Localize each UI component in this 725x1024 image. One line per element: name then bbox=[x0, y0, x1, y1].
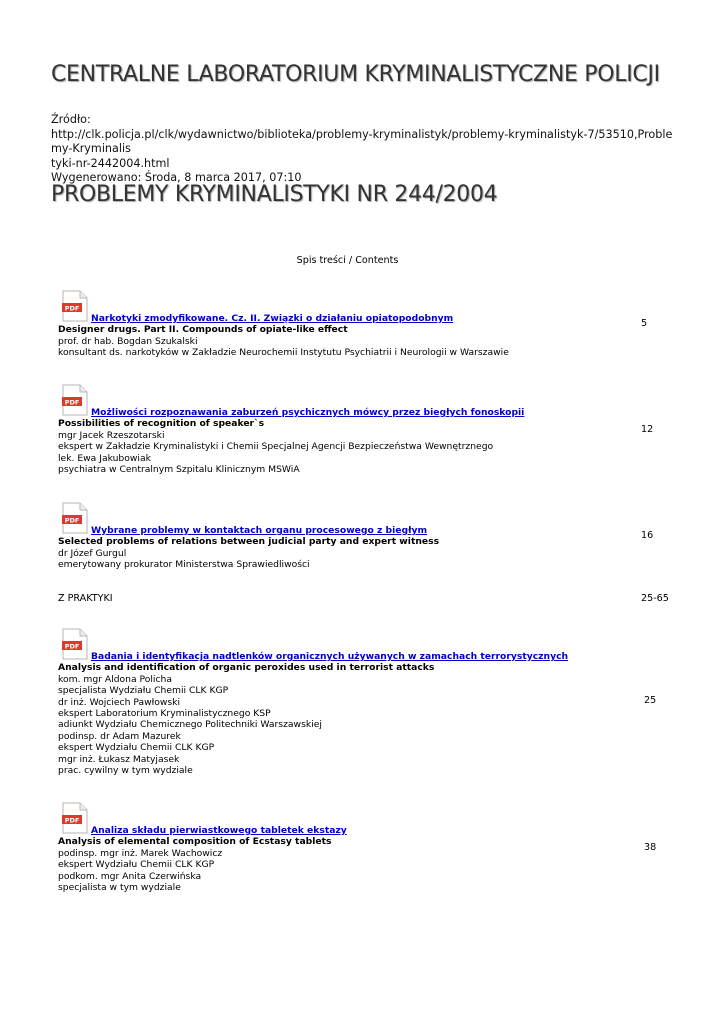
author-line: ekspert Wydziału Chemii CLK KGP bbox=[58, 742, 215, 754]
pdf-file-icon[interactable] bbox=[62, 290, 88, 322]
toc-entry bbox=[58, 628, 678, 776]
article-link[interactable]: Badania i identyfikacja nadtlenków organicznych używanych w zamachach terrorystycznych bbox=[91, 651, 569, 662]
article-link[interactable]: Narkotyki zmodyfikowane. Cz. II. Związki o działaniu opiatopodobnym bbox=[91, 313, 454, 324]
section-pages: 25-65 bbox=[641, 593, 669, 604]
source-label: Źródło: bbox=[51, 113, 91, 126]
author-line: podkom. mgr Anita Czerwińska bbox=[58, 870, 202, 882]
author-line: psychiatra w Centralnym Szpitalu Klinicznym MSWiA bbox=[58, 464, 300, 476]
source-url-line1[interactable]: http://clk.policja.pl/clk/wydawnictwo/biblioteka/problemy-kryminalistyk/problemy-kryminalistyk-7/53510,Problemy-Kryminalis bbox=[51, 127, 673, 156]
svg-text:PDF: PDF bbox=[64, 516, 80, 525]
svg-text:PDF: PDF bbox=[64, 304, 80, 313]
author-line: dr Józef Gurgul bbox=[58, 547, 127, 559]
author-line: lek. Ewa Jakubowiak bbox=[58, 452, 151, 464]
page-number: 38 bbox=[644, 842, 657, 853]
section-label: Z PRAKTYKI bbox=[58, 593, 113, 604]
author-line: mgr Jacek Rzeszotarski bbox=[58, 429, 165, 441]
author-line: prac. cywilny w tym wydziale bbox=[58, 765, 193, 777]
page-title: CENTRALNE LABORATORIUM KRYMINALISTYCZNE POLICJI bbox=[51, 62, 660, 87]
author-line: kom. mgr Aldona Policha bbox=[58, 673, 172, 685]
pdf-file-icon[interactable] bbox=[62, 628, 88, 660]
article-title-en: Analysis and identification of organic peroxides used in terrorist attacks bbox=[58, 662, 435, 674]
author-line: dr inż. Wojciech Pawłowski bbox=[58, 696, 181, 708]
source-url-line2[interactable]: tyki-nr-2442004.html bbox=[51, 156, 170, 170]
toc-heading: Spis treści / Contents bbox=[296, 255, 399, 266]
author-line: prof. dr hab. Bogdan Szukalski bbox=[58, 335, 198, 347]
author-line: konsultant ds. narkotyków w Zakładzie Neurochemii Instytutu Psychiatrii i Neurologii w Warszawie bbox=[58, 347, 509, 359]
article-link[interactable]: Analiza składu pierwiastkowego tabletek ekstazy bbox=[91, 825, 347, 836]
page-number: 5 bbox=[641, 318, 648, 329]
author-line: specjalista Wydziału Chemii CLK KGP bbox=[58, 685, 229, 697]
toc-entry bbox=[58, 290, 678, 359]
author-line: mgr inż. Łukasz Matyjasek bbox=[58, 753, 180, 765]
toc-entry bbox=[58, 802, 678, 893]
source-info bbox=[51, 113, 681, 186]
pdf-file-icon[interactable] bbox=[62, 384, 88, 416]
toc-entry bbox=[58, 502, 678, 571]
page-number: 25 bbox=[644, 695, 657, 706]
generated-timestamp: Wygenerowano: Środa, 8 marca 2017, 07:10 bbox=[51, 171, 302, 185]
author-line: podinsp. dr Adam Mazurek bbox=[58, 730, 181, 742]
article-title-en: Selected problems of relations between judicial party and expert witness bbox=[58, 536, 440, 548]
author-line: ekspert Laboratorium Kryminalistycznego KSP bbox=[58, 708, 271, 720]
svg-text:PDF: PDF bbox=[64, 642, 80, 651]
article-link[interactable]: Wybrane problemy w kontaktach organu procesowego z biegłym bbox=[91, 525, 428, 536]
article-link[interactable]: Możliwości rozpoznawania zaburzeń psychicznych mówcy przez biegłych fonoskopii bbox=[91, 407, 525, 418]
author-line: ekspert w Zakładzie Kryminalistyki i Chemii Specjalnej Agencji Bezpieczeństwa Wewnętrznego bbox=[58, 441, 494, 453]
page-number: 12 bbox=[641, 424, 654, 435]
article-title-en: Designer drugs. Part II. Compounds of opiate-like effect bbox=[58, 324, 348, 336]
toc-entry bbox=[58, 384, 678, 475]
svg-text:PDF: PDF bbox=[64, 816, 80, 825]
author-line: adiunkt Wydziału Chemicznego Politechniki Warszawskiej bbox=[58, 719, 322, 731]
pdf-file-icon[interactable] bbox=[62, 502, 88, 534]
svg-text:PDF: PDF bbox=[64, 398, 80, 407]
author-line: ekspert Wydziału Chemii CLK KGP bbox=[58, 859, 215, 871]
author-line: podinsp. mgr inż. Marek Wachowicz bbox=[58, 847, 223, 859]
author-line: emerytowany prokurator Ministerstwa Sprawiedliwości bbox=[58, 559, 310, 571]
pdf-file-icon[interactable] bbox=[62, 802, 88, 834]
issue-title: PROBLEMY KRYMINALISTYKI NR 244/2004 bbox=[51, 182, 498, 207]
article-title-en: Possibilities of recognition of speaker`s bbox=[58, 418, 265, 430]
article-title-en: Analysis of elemental composition of Ecstasy tablets bbox=[58, 836, 332, 848]
author-line: specjalista w tym wydziale bbox=[58, 882, 181, 894]
page-number: 16 bbox=[641, 530, 654, 541]
